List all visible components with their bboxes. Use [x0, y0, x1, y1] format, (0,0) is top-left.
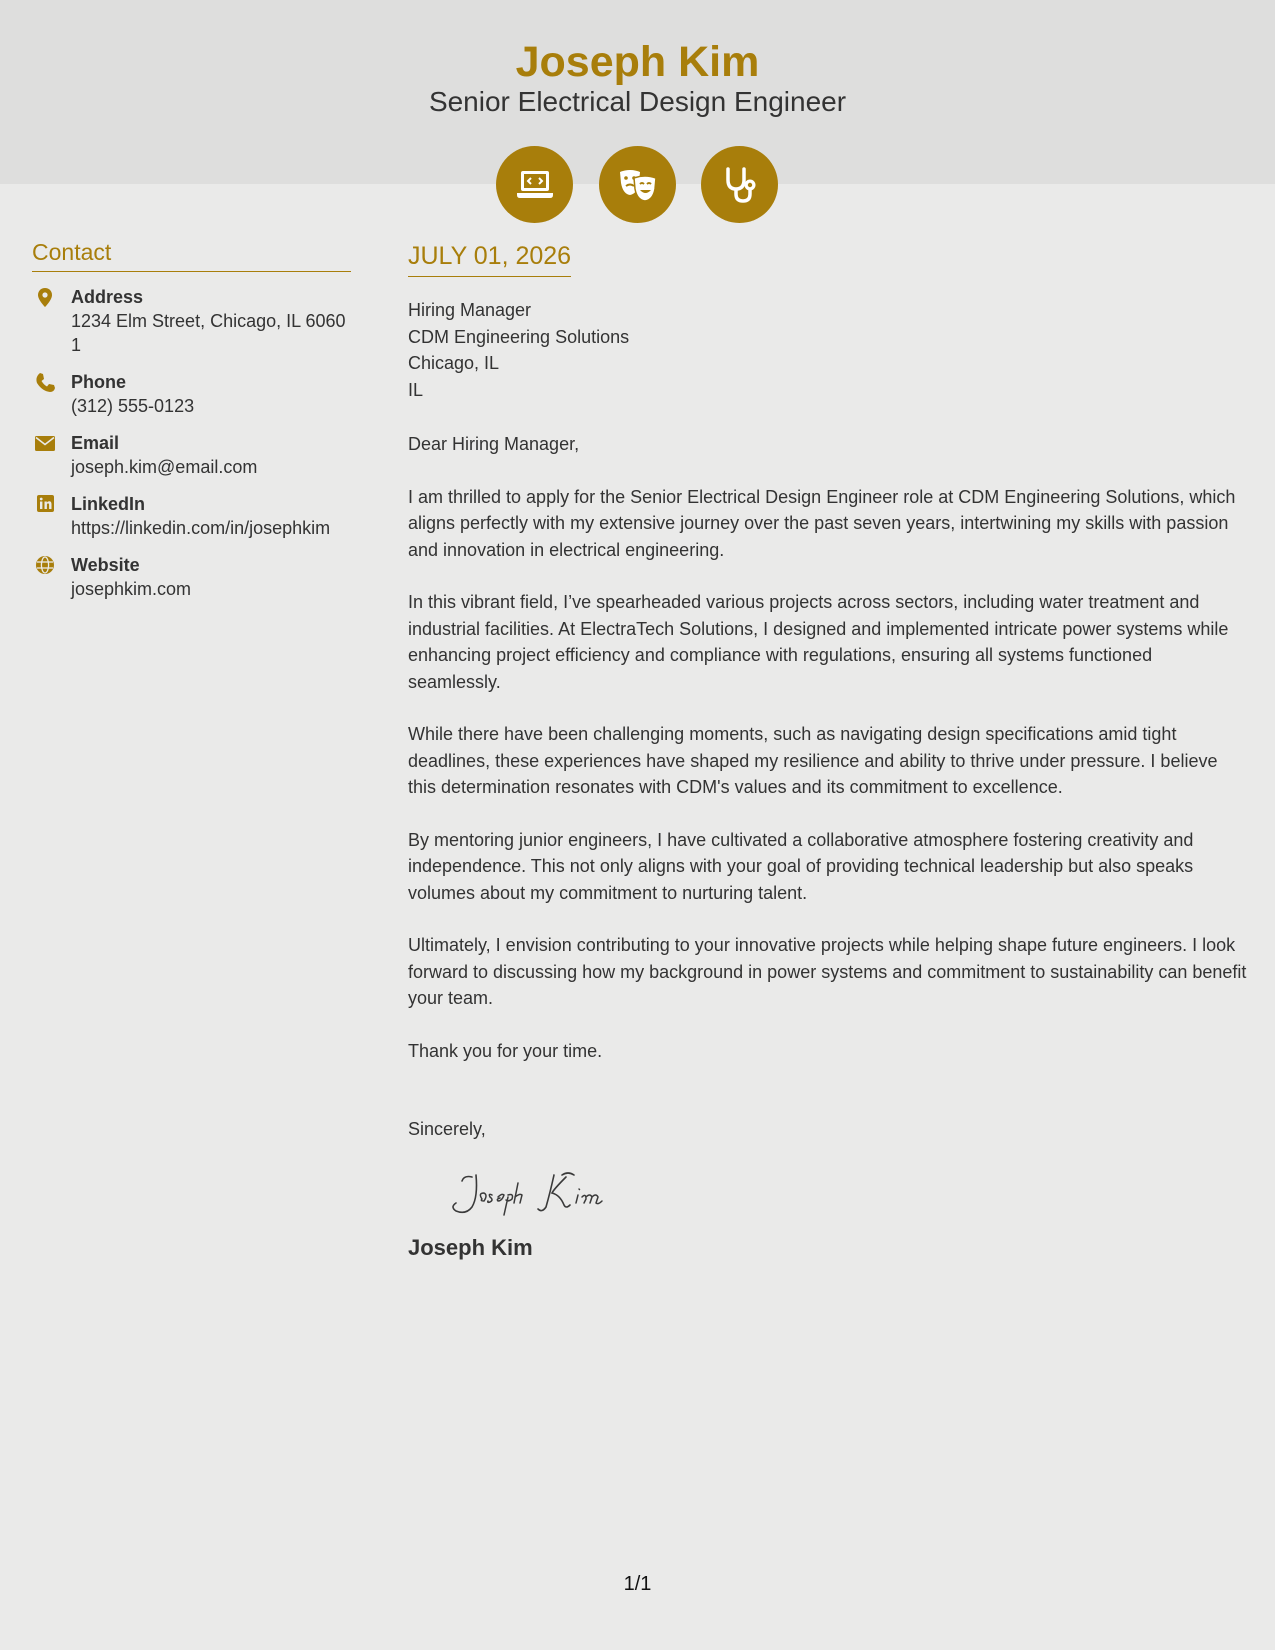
contact-label-phone: Phone: [71, 372, 127, 392]
body-paragraph: I am thrilled to apply for the Senior Electrical Design Engineer role at CDM Engineering Solutions, which aligns perfectly with my extensive journey over the past seven years, intertwining my skills with passion and innovation in electrical engineering.: [408, 486, 1236, 560]
salutation: Dear Hiring Manager,: [408, 434, 580, 454]
closing: Sincerely,: [408, 1119, 486, 1139]
body-paragraph: By mentoring junior engineers, I have cultivated a collaborative atmosphere fostering creativity and independence. This not only aligns with your goal of providing technical leadership but also speaks volumes about my commitment to nurturing talent.: [408, 829, 1194, 903]
contact-label-website: Website: [71, 555, 140, 575]
contact-item-email: [32, 431, 351, 479]
phone-icon: [35, 373, 55, 393]
linkedin-icon: [35, 495, 55, 515]
applicant-name: Joseph Kim: [515, 38, 760, 86]
contact-label-email: Email: [71, 433, 120, 453]
contact-item-address: [32, 285, 351, 357]
recipient-line: Chicago, IL: [408, 353, 500, 373]
signature: [442, 1167, 642, 1221]
contact-value-phone: (312) 555-0123: [71, 396, 195, 416]
contact-heading: Contact: [32, 237, 351, 272]
letter-date: JULY 01, 2026: [408, 240, 571, 277]
contact-label-address: Address: [71, 287, 144, 307]
body-paragraph: In this vibrant field, I’ve spearheaded various projects across sectors, including water treatment and industrial facilities. At ElectraTech Solutions, I designed and implemented intricate power systems while enhancing project efficiency and compliance with regulations, ensuring all systems functioned seamlessly.: [408, 592, 1229, 692]
applicant-job-title: Senior Electrical Design Engineer: [428, 86, 847, 117]
globe-icon: [35, 556, 55, 576]
contact-value-address: 1234 Elm Street, Chicago, IL 60601: [71, 311, 346, 355]
contact-value-email[interactable]: joseph.kim@email.com: [71, 457, 258, 477]
recipient-block: [408, 297, 1248, 403]
letter-body: [408, 240, 1248, 1263]
contact-value-website[interactable]: josephkim.com: [71, 579, 192, 599]
contact-value-linkedin[interactable]: https://linkedin.com/in/josephkim: [71, 518, 331, 538]
page-number: 1/1: [623, 1573, 652, 1595]
contact-item-phone: [32, 370, 351, 418]
map-marker-icon: [35, 288, 55, 308]
envelope-icon: [35, 434, 55, 454]
body-paragraph: While there have been challenging moments, such as navigating design specifications amid tight deadlines, these experiences have shaped my resilience and ability to thrive under pressure. I believe this determination resonates with CDM's values and its commitment to excellence.: [408, 724, 1218, 797]
contact-item-linkedin: [32, 492, 351, 540]
recipient-line: CDM Engineering Solutions: [408, 326, 630, 347]
contact-sidebar: [32, 237, 351, 601]
theater-masks-icon: [599, 146, 676, 223]
stethoscope-icon: [701, 146, 778, 223]
contact-label-linkedin: LinkedIn: [71, 494, 146, 514]
recipient-line: Hiring Manager: [408, 300, 532, 320]
contact-item-website: [32, 553, 351, 601]
recipient-line: IL: [408, 379, 424, 400]
laptop-code-icon: [496, 146, 573, 223]
handwritten-signature: [442, 1167, 642, 1221]
body-paragraph: Thank you for your time.: [408, 1040, 603, 1061]
signer-name: Joseph Kim: [408, 1234, 533, 1260]
body-paragraph: Ultimately, I envision contributing to your innovative projects while helping shape future engineers. I look forward to discussing how my background in power systems and commitment to sustainability can benefit your team.: [408, 935, 1247, 1008]
